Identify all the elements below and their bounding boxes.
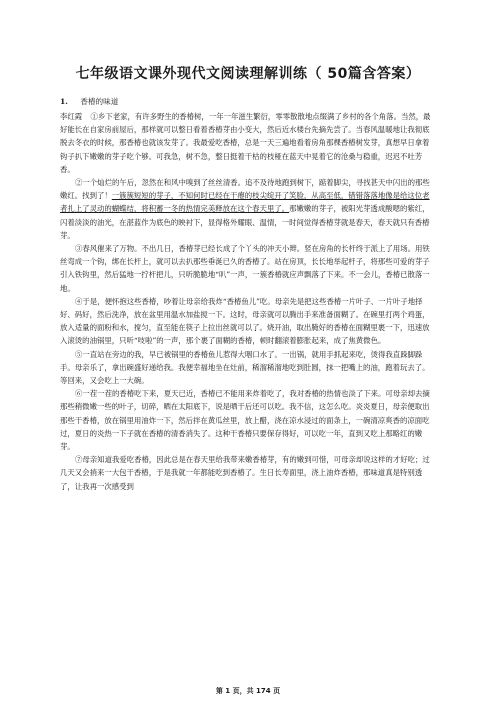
paragraph bbox=[60, 387, 436, 453]
paragraph bbox=[60, 453, 436, 493]
paragraph-text: ⑤一直站在旁边的我，早已被锅里的香椿鱼儿惹得大咽口水了。一出锅，就用手抓起来吃，烫得我直跺脚跺手。母亲乐了，拿出碗盛好递给我。我便幸福地坐在灶前，稀溜稀溜地吃到肚圆，抹一把嘴上的油，跑着玩去了。等回来，又会吃上一大碗。 bbox=[60, 349, 430, 386]
paragraph bbox=[60, 176, 436, 242]
paragraph-text: ①乡下老家，有许多野生的香椿树，一年一年滋生繁衍，零零散散地点缀满了乡村的各个角落。当然，最好能长在自家房前屋后，那样就可以整日看着香椿芽由小变大，然后近水楼台先摘先尝了。当春风温暖地让我彻底脱去冬衣的时候，那香椿也就该发芽了。我最爱吃香椿，总是一天三遍地看着房角那棵香椿树发芽，真想早日拿着钩子扒下嫩嫩的芽子吃个够。可我急，树不急，整日挺着干枯的枝桠在蓝天中晃着它的沧桑与稳重，迟迟不吐芳香。 bbox=[60, 112, 431, 174]
paragraph-text: ⑥一茬一茬的香椿吃下来，夏天已近，香椿已不能用来炸着吃了，我对香椿的热情也淡了下来。可母亲却去摘那些稍微嫩一些的叶子，切碎，晒在太阳底下，说是晒干后还可以吃。我不信，这怎么吃。炎炎夏日，母亲便取出那些干香椿，放在锅里用油炸一下，然后拌在黄瓜丝里，放上醋，浇在凉水浸过的面条上，一碗清凉爽香的凉面吃过，夏日的炎热一下子就在香椿的清香消失了。这种干香椿只要保存得好，可以吃一年，直到又吃上那略红的嫩芽。 bbox=[60, 389, 430, 452]
paragraph bbox=[60, 242, 436, 295]
item-number: 1. bbox=[60, 97, 68, 106]
paragraph-text: ④于是，便怀抱这些香椿，吵着让母亲给我炸“香椿鱼儿”吃。母亲先是把这些香椿一片叶子、一片叶子地择好、码好，然后洗净，放在盆里用温水加盐搅一下。这时，母亲就可以腾出手来准备面糊了。在碗里打两个鸡蛋，放入适量的面粉和水，搅匀，直至能在筷子上拉出丝就可以了。烧开油，取出腌好的香椿在面糊里裹一下，迅速放入滚烫的油锅里，只听“吱啦”的一声，那个裹了面糊的香椿，顿时翻滚着膨胀起来，成了焦黄微色。 bbox=[60, 296, 430, 346]
author-name: 李红霞 bbox=[60, 112, 83, 121]
item-title: 香椿的味道 bbox=[80, 97, 119, 106]
underlined-text: 一簇簇短短的芽子，不知何时已经在干瘪的枝尖绽开了笑脸，从高至低，错错落落地像是给这位老者扎上了灵动的蝴蝶结，将积蓄一冬的热情完美释放在这个春天里了。 bbox=[60, 191, 430, 214]
paragraph-text: ③春风催来了万物。不出几日，香椿芽已经长成了个丫头的冲天小辫。竖在房角的长杆终于派上了用场。用铁丝弯成一个钩，绑在长杆上，就可以去扒那些垂涎已久的香椿了。站在房顶，长长地举起杆子，将那些可爱的芽子引入铁钩里，然后猛地一拧杆把儿，只听脆脆地“叭”一声，一簇香椿就应声飘落了下来。不一会儿，香椿已散落一地。 bbox=[60, 244, 430, 293]
page-footer: 第 1 页，共 174 页 bbox=[215, 687, 281, 695]
paragraph-text: 那嫩嫩的芽子，被阳光芽透成酸嗯的紫红，闪着淡淡的油光，在湛蓝作为底色的映衬下，显得格外耀眼、温情，一时间觉得香椿芽就是春天，春天就只有香椿芽。 bbox=[60, 204, 430, 240]
paragraph bbox=[60, 295, 436, 348]
article-body bbox=[60, 110, 436, 493]
paragraph bbox=[60, 348, 436, 388]
item-header bbox=[60, 96, 118, 107]
document-title: 七年级语文课外现代文阅读理解训练（ 50篇含答案） bbox=[75, 66, 421, 82]
paragraph-text: ②一个灿烂的午后，忽然在和风中嗅到了丝丝清香。追不及待地跑到树下，踮着脚尖，寻找甚天中闪出的那些嫩红。找到了！ bbox=[60, 178, 430, 201]
paragraph-text: ⑦母亲知道我爱吃香椿，因此总是在春天里给我带来嫩香椿芽，有的嫩到可惜，可母亲却说这样的才好吃；过几天又会捎来一大包干香椿，于是我就一年都能吃到香椿了。生日长寿面里，浇上油炸香椿，那味道真是特别透了，让我再一次感受到 bbox=[60, 455, 430, 491]
